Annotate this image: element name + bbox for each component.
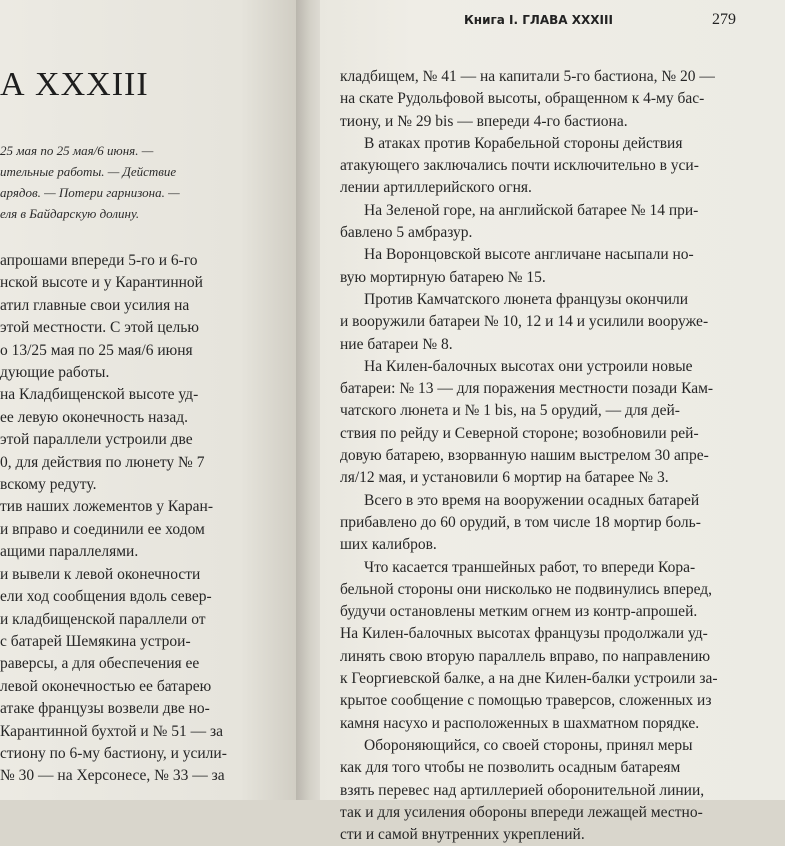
text-line: ее левую оконечность назад. [0,408,189,426]
text-line: чатского люнета и № 1 bis, на 5 орудий, — для дей- [340,402,680,420]
text-line: довую батарею, взорванную нашим выстрелом 30 апре- [340,447,709,465]
text-line: бельной стороны они нисколько не подвинулись вперед, [340,580,713,598]
text-line: батареи: № 13 — для поражения местности позади Кам- [340,380,714,398]
text-line: взять перевес над артиллерией оборонительной линии, [340,781,705,799]
text-line: сти и самой внутренних укреплений. [340,826,585,844]
text-line: этой местности. С этой целью [0,319,199,337]
text-line: вскому редуту. [0,476,97,494]
text-line: прибавлено до 60 орудий, в том числе 18 мортир боль- [340,513,701,531]
text-line: ащими параллелями. [0,543,139,561]
text-line: атаке французы возвели две но- [0,700,210,718]
text-line: ших калибров. [340,536,437,554]
paragraph-start-line: На Воронцовской высоте англичане насыпали но- [364,246,694,264]
text-line: крытое сообщение с помощью траверсов, сложенных из [340,692,712,710]
text-line: вую мортирную батарею № 15. [340,268,546,286]
text-line: ля/12 мая, и установили 6 мортир на батарее № 3. [340,469,669,487]
chapter-summary [0,140,300,224]
text-line: апрошами впереди 5-го и 6-го [0,252,198,269]
left-page [0,0,300,800]
text-line: на скате Рудольфовой высоты, обращенном к 4-му бас- [340,90,705,108]
text-line: на Кладбищенской высоте уд- [0,386,199,404]
summary-line: еля в Байдарскую долину. [0,206,140,221]
chapter-heading-fragment: А XXXIII [0,66,149,103]
text-line: с батарей Шемякина устрои- [0,632,191,650]
summary-line: ительные работы. — Действие [0,164,177,179]
text-line: так и для усиления обороны впереди лежащей местно- [340,803,703,821]
text-line: тиону, и № 29 bis — впереди 4-го бастиона. [340,112,628,130]
text-line: № 30 — на Херсонесе, № 33 — за [0,767,225,785]
text-line: атил главные свои усилия на [0,296,190,314]
paragraph-start-line: Всего в это время на вооружении осадных батарей [364,491,700,509]
text-line: камня насухо и расположенных в шахматном порядке. [340,714,700,732]
text-line: и вывели к левой оконечности [0,565,201,583]
text-line: Карантинной бухтой и № 51 — за [0,722,224,740]
paragraph-start-line: На Килен-балочных высотах они устроили новые [364,357,693,375]
text-line: ние батареи № 8. [340,335,453,353]
paragraph-start-line: Против Камчатского люнета французы окончили [364,290,689,308]
right-page [320,0,785,844]
text-line: бавлено 5 амбразур. [340,224,473,242]
text-line: и вправо и соединили ее ходом [0,520,205,538]
text-line: дующие работы. [0,364,110,382]
text-line: этой параллели устроили две [0,431,193,449]
right-body-text [340,66,770,846]
text-line: 0, для действия по люнету № 7 [0,453,205,471]
paragraph-start-line: В атаках против Корабельной стороны действия [364,134,683,152]
text-line: ствия по рейду и Северной стороне; возобновили рей- [340,424,699,442]
left-body-text [0,250,300,788]
text-line: кладбищем, № 41 — на капитали 5-го бастиона, № 20 — [340,68,715,85]
text-line: к Георгиевской балке, а на дне Килен-балки устроили за- [340,670,718,688]
paragraph-start-line: Обороняющийся, со своей стороны, принял меры [364,736,693,754]
text-line: будучи остановлены метким огнем из контр-апрошей. [340,603,698,621]
text-line: На Килен-балочных высотах французы продолжали уд- [340,625,708,643]
summary-line: арядов. — Потери гарнизона. — [0,185,180,200]
running-head: Книга I. ГЛАВА XXXIII [464,13,613,27]
text-line: о 13/25 мая по 25 мая/6 июня [0,341,193,359]
text-line: нской высоте и у Карантинной [0,274,203,292]
text-line: ели ход сообщения вдоль север- [0,588,212,606]
text-line: левой оконечностью ее батарею [0,677,212,695]
paragraph-start-line: Что касается траншейных работ, то впереди Кора- [364,558,696,576]
text-line: раверсы, а для обеспечения ее [0,655,200,673]
text-line: атакующего заключались почти исключительно в уси- [340,157,699,175]
text-line: стиону по 6-му бастиону, и усили- [0,744,227,762]
text-line: и кладбищенской параллели от [0,610,206,628]
paragraph-start-line: На Зеленой горе, на английской батарее № 14 при- [364,201,699,219]
text-line: и вооружили батареи № 10, 12 и 14 и усилили вооруже- [340,313,709,331]
summary-line: 25 мая по 25 мая/6 июня. — [0,143,154,158]
page-number: 279 [712,11,736,28]
text-line: лении артиллерийского огня. [340,179,532,197]
text-line: линять свою вторую параллель вправо, по направлению [340,647,711,665]
text-line: тив наших ложементов у Каран- [0,498,213,516]
text-line: как для того чтобы не позволить осадным батареям [340,759,681,777]
